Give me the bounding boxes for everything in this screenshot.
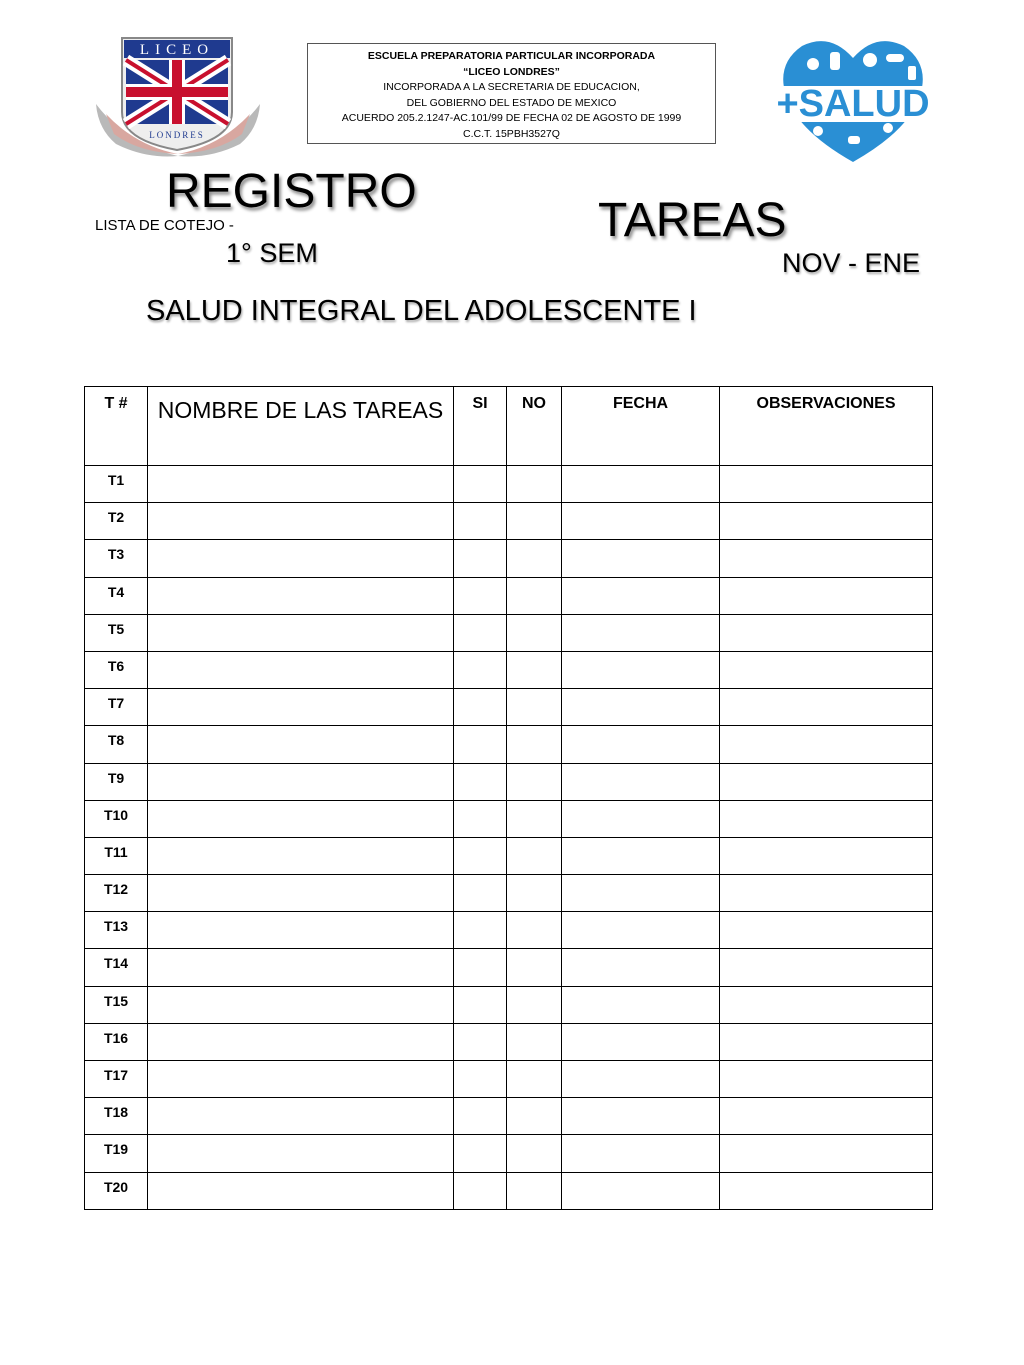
no-cell[interactable] xyxy=(507,837,562,874)
table-row xyxy=(85,875,933,912)
si-cell[interactable] xyxy=(454,466,507,503)
task-number-cell: T14 xyxy=(85,949,148,986)
task-name-cell[interactable] xyxy=(148,503,454,540)
fecha-cell[interactable] xyxy=(562,503,720,540)
task-number-cell: T16 xyxy=(85,1023,148,1060)
si-cell[interactable] xyxy=(454,837,507,874)
si-cell[interactable] xyxy=(454,1023,507,1060)
task-number-cell: T10 xyxy=(85,800,148,837)
fecha-cell[interactable] xyxy=(562,614,720,651)
table-row xyxy=(85,800,933,837)
observaciones-cell[interactable] xyxy=(720,726,933,763)
no-cell[interactable] xyxy=(507,577,562,614)
fecha-cell[interactable] xyxy=(562,689,720,726)
task-number-cell: T17 xyxy=(85,1061,148,1098)
si-cell[interactable] xyxy=(454,912,507,949)
school-line-6: C.C.T. 15PBH3527Q xyxy=(463,127,560,140)
task-number-cell: T3 xyxy=(85,540,148,577)
no-cell[interactable] xyxy=(507,949,562,986)
no-cell[interactable] xyxy=(507,1135,562,1172)
si-cell[interactable] xyxy=(454,689,507,726)
salud-logo xyxy=(758,36,948,166)
task-name-cell[interactable] xyxy=(148,1061,454,1098)
no-cell[interactable] xyxy=(507,1098,562,1135)
table-row xyxy=(85,1023,933,1060)
fecha-cell[interactable] xyxy=(562,800,720,837)
observaciones-cell[interactable] xyxy=(720,689,933,726)
school-line-2: “LICEO LONDRES” xyxy=(463,65,560,78)
task-number-cell: T6 xyxy=(85,651,148,688)
no-cell[interactable] xyxy=(507,763,562,800)
task-name-cell[interactable] xyxy=(148,1135,454,1172)
no-cell[interactable] xyxy=(507,986,562,1023)
tasks-table xyxy=(84,386,933,1210)
observaciones-cell[interactable] xyxy=(720,800,933,837)
task-name-cell[interactable] xyxy=(148,1023,454,1060)
liceo-logo-top-text: LICEO xyxy=(139,42,215,58)
observaciones-cell[interactable] xyxy=(720,651,933,688)
fecha-cell[interactable] xyxy=(562,875,720,912)
fecha-cell[interactable] xyxy=(562,1098,720,1135)
no-cell[interactable] xyxy=(507,800,562,837)
task-name-cell[interactable] xyxy=(148,875,454,912)
period-label: NOV - ENE xyxy=(782,248,921,278)
task-number-cell: T18 xyxy=(85,1098,148,1135)
subject-title: SALUD INTEGRAL DEL ADOLESCENTE I xyxy=(146,295,697,327)
table-row xyxy=(85,763,933,800)
fecha-cell[interactable] xyxy=(562,651,720,688)
title-tareas: TAREAS xyxy=(598,194,787,247)
fecha-cell[interactable] xyxy=(562,466,720,503)
task-name-cell[interactable] xyxy=(148,837,454,874)
task-name-cell[interactable] xyxy=(148,1098,454,1135)
si-cell[interactable] xyxy=(454,875,507,912)
si-cell[interactable] xyxy=(454,577,507,614)
table-row xyxy=(85,726,933,763)
no-cell[interactable] xyxy=(507,651,562,688)
si-cell[interactable] xyxy=(454,949,507,986)
no-cell[interactable] xyxy=(507,689,562,726)
fecha-cell[interactable] xyxy=(562,1135,720,1172)
task-number-cell: T2 xyxy=(85,503,148,540)
table-row xyxy=(85,1135,933,1172)
si-cell[interactable] xyxy=(454,763,507,800)
liceo-logo-bottom-text: LONDRES xyxy=(149,130,205,140)
table-row xyxy=(85,949,933,986)
si-cell[interactable] xyxy=(454,1135,507,1172)
table-row xyxy=(85,503,933,540)
table-header-row xyxy=(85,387,933,466)
observaciones-cell[interactable] xyxy=(720,912,933,949)
table-row xyxy=(85,466,933,503)
task-name-cell[interactable] xyxy=(148,577,454,614)
task-name-cell[interactable] xyxy=(148,912,454,949)
observaciones-cell[interactable] xyxy=(720,1023,933,1060)
task-name-cell[interactable] xyxy=(148,986,454,1023)
lista-cotejo-label: LISTA DE COTEJO - xyxy=(95,217,234,234)
task-name-cell[interactable] xyxy=(148,614,454,651)
fecha-cell[interactable] xyxy=(562,577,720,614)
fecha-cell[interactable] xyxy=(562,1023,720,1060)
tasks-body xyxy=(85,466,933,1210)
no-cell[interactable] xyxy=(507,540,562,577)
no-cell[interactable] xyxy=(507,726,562,763)
task-number-cell: T11 xyxy=(85,837,148,874)
task-number-cell: T13 xyxy=(85,912,148,949)
si-cell[interactable] xyxy=(454,614,507,651)
table-row xyxy=(85,912,933,949)
school-line-4: DEL GOBIERNO DEL ESTADO DE MEXICO xyxy=(406,96,617,109)
observaciones-cell[interactable] xyxy=(720,540,933,577)
observaciones-cell[interactable] xyxy=(720,1172,933,1209)
fecha-cell[interactable] xyxy=(562,1172,720,1209)
header-observaciones: OBSERVACIONES xyxy=(720,387,933,466)
fecha-cell[interactable] xyxy=(562,1061,720,1098)
no-cell[interactable] xyxy=(507,614,562,651)
observaciones-cell[interactable] xyxy=(720,614,933,651)
si-cell[interactable] xyxy=(454,651,507,688)
task-number-cell: T20 xyxy=(85,1172,148,1209)
fecha-cell[interactable] xyxy=(562,986,720,1023)
si-cell[interactable] xyxy=(454,1061,507,1098)
fecha-cell[interactable] xyxy=(562,949,720,986)
si-cell[interactable] xyxy=(454,1172,507,1209)
fecha-cell[interactable] xyxy=(562,763,720,800)
task-number-cell: T9 xyxy=(85,763,148,800)
task-name-cell[interactable] xyxy=(148,540,454,577)
observaciones-cell[interactable] xyxy=(720,503,933,540)
table-row xyxy=(85,614,933,651)
observaciones-cell[interactable] xyxy=(720,466,933,503)
observaciones-cell[interactable] xyxy=(720,1135,933,1172)
fecha-cell[interactable] xyxy=(562,726,720,763)
table-row xyxy=(85,1061,933,1098)
fecha-cell[interactable] xyxy=(562,837,720,874)
no-cell[interactable] xyxy=(507,466,562,503)
task-name-cell[interactable] xyxy=(148,689,454,726)
task-number-cell: T8 xyxy=(85,726,148,763)
semester-label: 1° SEM xyxy=(226,238,318,268)
task-name-cell[interactable] xyxy=(148,466,454,503)
school-line-5: ACUERDO 205.2.1247-AC.101/99 DE FECHA 02 DE AGOSTO DE 1999 xyxy=(341,112,682,125)
no-cell[interactable] xyxy=(507,503,562,540)
task-number-cell: T1 xyxy=(85,466,148,503)
table-row xyxy=(85,577,933,614)
si-cell[interactable] xyxy=(454,503,507,540)
table-row xyxy=(85,689,933,726)
observaciones-cell[interactable] xyxy=(720,837,933,874)
no-cell[interactable] xyxy=(507,1172,562,1209)
title-registro: REGISTRO xyxy=(166,165,417,218)
header-task-number: T # xyxy=(85,387,148,466)
observaciones-cell[interactable] xyxy=(720,875,933,912)
si-cell[interactable] xyxy=(454,800,507,837)
table-row xyxy=(85,1172,933,1209)
header-fecha: FECHA xyxy=(562,387,720,466)
observaciones-cell[interactable] xyxy=(720,577,933,614)
si-cell[interactable] xyxy=(454,986,507,1023)
school-info-box xyxy=(307,43,716,144)
task-name-cell[interactable] xyxy=(148,726,454,763)
task-number-cell: T15 xyxy=(85,986,148,1023)
table-row xyxy=(85,651,933,688)
task-name-cell[interactable] xyxy=(148,800,454,837)
fecha-cell[interactable] xyxy=(562,540,720,577)
header-task-name: NOMBRE DE LAS TAREAS xyxy=(148,387,454,466)
si-cell[interactable] xyxy=(454,726,507,763)
no-cell[interactable] xyxy=(507,912,562,949)
header-si: SI xyxy=(454,387,507,466)
no-cell[interactable] xyxy=(507,1061,562,1098)
observaciones-cell[interactable] xyxy=(720,763,933,800)
no-cell[interactable] xyxy=(507,1023,562,1060)
liceo-londres-logo xyxy=(86,34,270,162)
task-name-cell[interactable] xyxy=(148,1172,454,1209)
task-number-cell: T5 xyxy=(85,614,148,651)
table-row xyxy=(85,540,933,577)
table-row xyxy=(85,986,933,1023)
header-no: NO xyxy=(507,387,562,466)
observaciones-cell[interactable] xyxy=(720,1098,933,1135)
fecha-cell[interactable] xyxy=(562,912,720,949)
school-line-1: ESCUELA PREPARATORIA PARTICULAR INCORPORADA xyxy=(367,50,656,62)
table-row xyxy=(85,837,933,874)
task-number-cell: T4 xyxy=(85,577,148,614)
school-line-3: INCORPORADA A LA SECRETARIA DE EDUCACION, xyxy=(383,81,640,94)
task-name-cell[interactable] xyxy=(148,763,454,800)
table-row xyxy=(85,1098,933,1135)
no-cell[interactable] xyxy=(507,875,562,912)
salud-logo-text: +SALUD xyxy=(776,83,930,125)
si-cell[interactable] xyxy=(454,540,507,577)
task-name-cell[interactable] xyxy=(148,949,454,986)
task-number-cell: T12 xyxy=(85,875,148,912)
task-number-cell: T7 xyxy=(85,689,148,726)
task-number-cell: T19 xyxy=(85,1135,148,1172)
task-name-cell[interactable] xyxy=(148,651,454,688)
observaciones-cell[interactable] xyxy=(720,986,933,1023)
observaciones-cell[interactable] xyxy=(720,1061,933,1098)
observaciones-cell[interactable] xyxy=(720,949,933,986)
si-cell[interactable] xyxy=(454,1098,507,1135)
